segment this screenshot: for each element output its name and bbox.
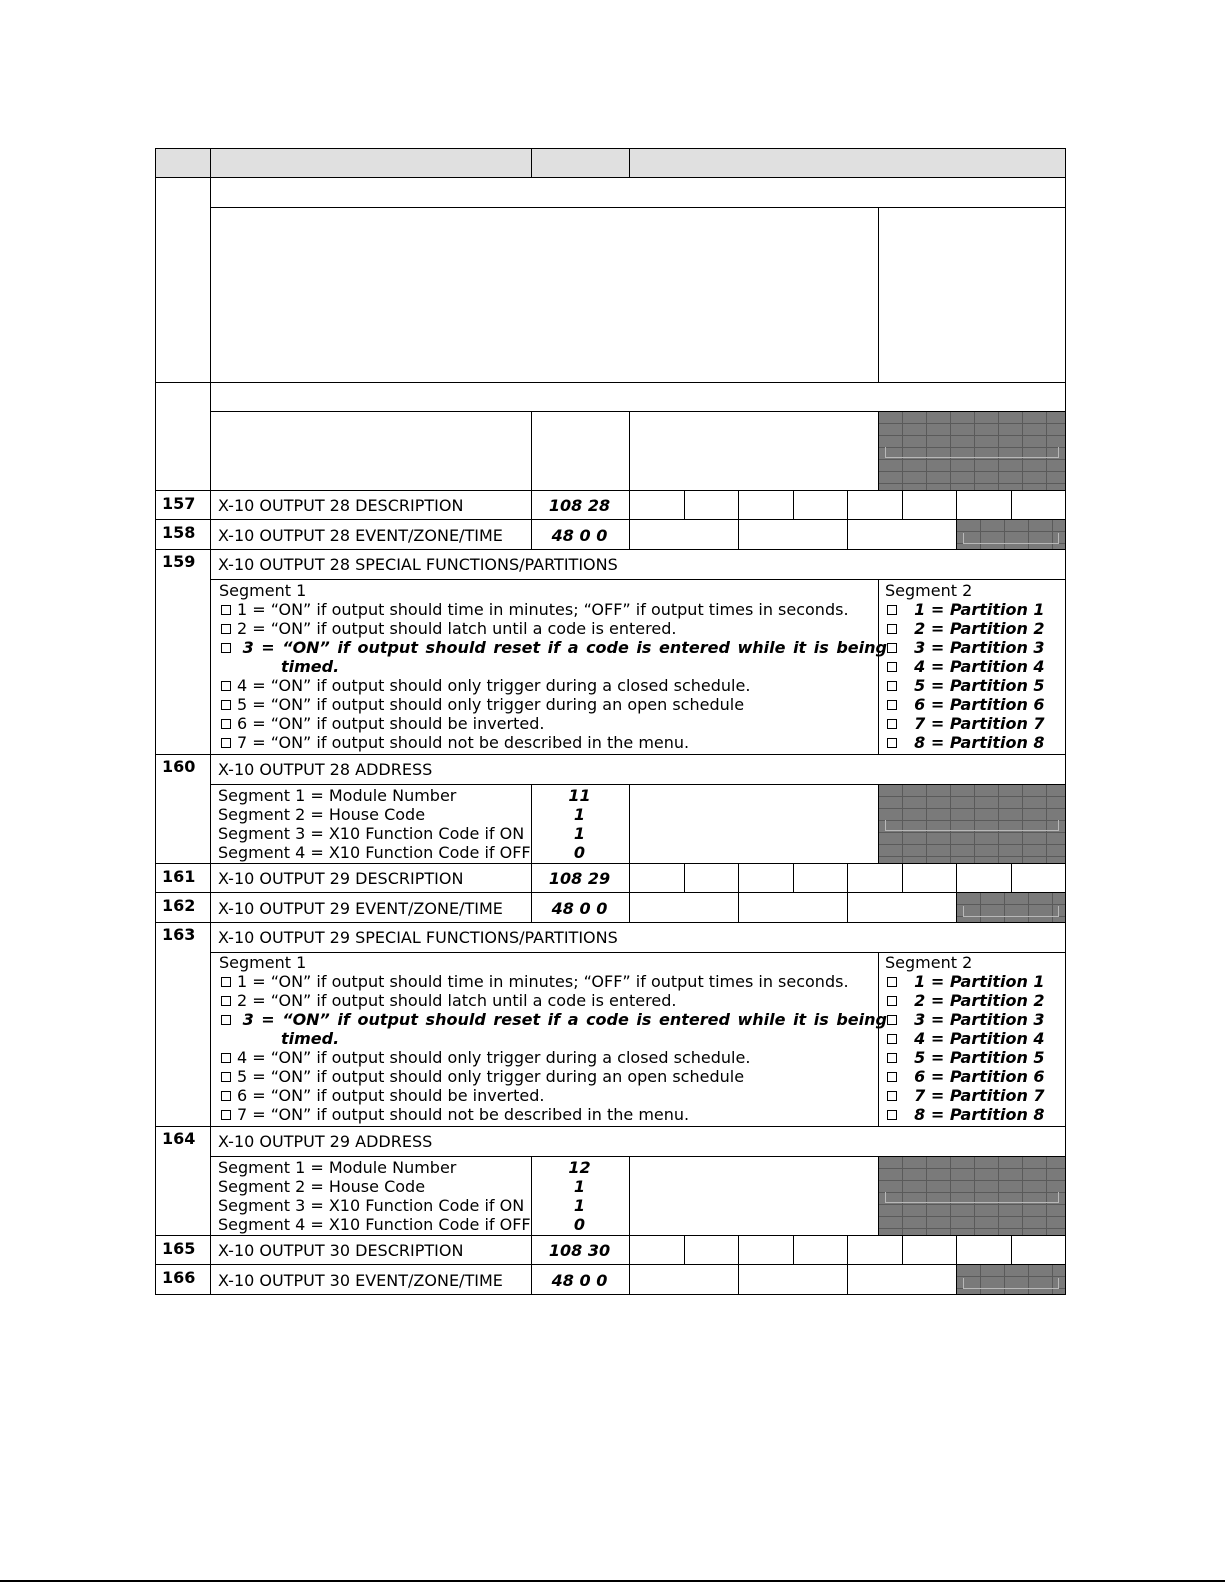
row-title: X-10 OUTPUT 28 SPECIAL FUNCTIONS/PARTITIONS	[218, 555, 618, 574]
address-labels	[218, 1158, 531, 1234]
shaded-cell	[956, 1264, 1066, 1295]
option-row: 5 = “ON” if output should only trigger during an open schedule	[219, 695, 887, 714]
entry-box[interactable]	[684, 490, 739, 520]
time-entry-box[interactable]	[847, 1264, 957, 1295]
checkbox[interactable]	[221, 624, 231, 634]
location-number: 164	[162, 1129, 196, 1148]
header-cell-entry	[629, 148, 1066, 178]
shaded-cell	[878, 411, 1066, 491]
partition-row: 1 = Partition 1	[885, 600, 1045, 619]
entry-box[interactable]	[738, 1235, 794, 1265]
segment1-heading: Segment 1	[219, 953, 307, 972]
checkbox[interactable]	[887, 1072, 897, 1082]
address-value: 1	[573, 1177, 586, 1196]
event-entry-box[interactable]	[629, 519, 739, 550]
segment2-options	[885, 581, 1045, 752]
entry-box[interactable]	[793, 490, 848, 520]
checkbox[interactable]	[887, 681, 897, 691]
blank-title-cell	[210, 382, 1066, 412]
address-value: 1	[573, 805, 586, 824]
row-title: X-10 OUTPUT 29 DESCRIPTION	[218, 869, 464, 888]
zone-entry-box[interactable]	[738, 1264, 848, 1295]
address-value: 0	[573, 843, 586, 862]
entry-box[interactable]	[847, 863, 903, 893]
checkbox[interactable]	[221, 605, 231, 615]
blank-title-cell	[210, 177, 1066, 208]
entry-box[interactable]	[793, 863, 848, 893]
address-label: Segment 3 = X10 Function Code if ON	[218, 824, 525, 843]
entry-box[interactable]	[847, 490, 903, 520]
checkbox[interactable]	[221, 1091, 231, 1101]
partition-row: 4 = Partition 4	[885, 657, 1045, 676]
option-row: 5 = “ON” if output should only trigger during an open schedule	[219, 1067, 887, 1086]
entry-box[interactable]	[738, 863, 794, 893]
shaded-cell	[956, 519, 1066, 550]
checkbox[interactable]	[887, 605, 897, 615]
segment2-heading: Segment 2	[885, 581, 973, 600]
address-values	[531, 1158, 628, 1234]
partition-row: 3 = Partition 3	[885, 1010, 1045, 1029]
time-entry-box[interactable]	[847, 519, 957, 550]
row-title: X-10 OUTPUT 28 DESCRIPTION	[218, 496, 464, 515]
checkbox[interactable]	[221, 977, 231, 987]
zone-entry-box[interactable]	[738, 519, 848, 550]
checkbox[interactable]	[887, 1091, 897, 1101]
partition-row: 8 = Partition 8	[885, 1105, 1045, 1124]
location-number: 162	[162, 896, 196, 915]
loc-cell	[155, 549, 211, 755]
option-row: 1 = “ON” if output should time in minutes; “OFF” if output times in seconds.	[219, 600, 887, 619]
address-label: Segment 1 = Module Number	[218, 786, 457, 805]
partition-row: 6 = Partition 6	[885, 1067, 1045, 1086]
checkbox[interactable]	[887, 738, 897, 748]
entry-box[interactable]	[738, 490, 794, 520]
segment1-heading: Segment 1	[219, 581, 307, 600]
time-entry-box[interactable]	[847, 892, 957, 923]
address-entry-cell[interactable]	[629, 784, 879, 864]
entry-box[interactable]	[1011, 490, 1066, 520]
segment2-heading: Segment 2	[885, 953, 973, 972]
location-number: 166	[162, 1268, 196, 1287]
address-label: Segment 2 = House Code	[218, 805, 426, 824]
checkbox[interactable]	[221, 1110, 231, 1120]
partition-row: 3 = Partition 3	[885, 638, 1045, 657]
location-number: 165	[162, 1239, 196, 1258]
location-number: 159	[162, 552, 196, 571]
partition-row: 7 = Partition 7	[885, 1086, 1045, 1105]
blank-address-values	[531, 411, 630, 491]
address-value: 0	[573, 1215, 586, 1234]
default-value: 108 30	[548, 1241, 611, 1260]
row-title: X-10 OUTPUT 29 SPECIAL FUNCTIONS/PARTITIONS	[218, 928, 618, 947]
option-row: 4 = “ON” if output should only trigger during a closed schedule.	[219, 1048, 887, 1067]
location-number: 160	[162, 757, 196, 776]
entry-box[interactable]	[1011, 863, 1066, 893]
row-title: X-10 OUTPUT 30 DESCRIPTION	[218, 1241, 464, 1260]
zone-entry-box[interactable]	[738, 892, 848, 923]
entry-box[interactable]	[902, 490, 957, 520]
option-row: 7 = “ON” if output should not be described in the menu.	[219, 733, 887, 752]
checkbox[interactable]	[221, 996, 231, 1006]
address-label: Segment 2 = House Code	[218, 1177, 426, 1196]
checkbox[interactable]	[221, 1072, 231, 1082]
shaded-cell	[956, 892, 1066, 923]
blank-address-entry	[629, 411, 879, 491]
address-label: Segment 4 = X10 Function Code if OFF	[218, 843, 531, 862]
option-row: 3 = “ON” if output should reset if a code is entered while it is being	[219, 638, 887, 657]
default-value: 108 28	[548, 496, 611, 515]
option-row: 1 = “ON” if output should time in minutes; “OFF” if output times in seconds.	[219, 972, 887, 991]
blank-segment1-cell	[210, 207, 879, 383]
entry-box[interactable]	[1011, 1235, 1066, 1265]
entry-box[interactable]	[793, 1235, 848, 1265]
row-title: X-10 OUTPUT 28 ADDRESS	[218, 760, 433, 779]
partition-row: 4 = Partition 4	[885, 1029, 1045, 1048]
blank-loc-cell	[155, 177, 211, 383]
checkbox[interactable]	[887, 662, 897, 672]
option-row: 2 = “ON” if output should latch until a code is entered.	[219, 991, 887, 1010]
checkbox[interactable]	[887, 1034, 897, 1044]
address-labels	[218, 786, 531, 862]
checkbox[interactable]	[221, 719, 231, 729]
loc-cell	[155, 922, 211, 1127]
shaded-cell	[878, 1156, 1066, 1236]
default-value: 48 0 0	[551, 526, 608, 545]
blank-segment2-cell	[878, 207, 1066, 383]
entry-box[interactable]	[684, 863, 739, 893]
entry-box[interactable]	[629, 490, 685, 520]
default-value: 48 0 0	[551, 1271, 608, 1290]
segment2-options	[885, 953, 1045, 1124]
blank-loc-cell	[155, 382, 211, 491]
address-label: Segment 4 = X10 Function Code if OFF	[218, 1215, 531, 1234]
option-continuation: timed.	[281, 1029, 340, 1048]
option-row: 6 = “ON” if output should be inverted.	[219, 714, 887, 733]
entry-box[interactable]	[956, 1235, 1012, 1265]
blank-address-labels	[210, 411, 532, 491]
row-title: X-10 OUTPUT 28 EVENT/ZONE/TIME	[218, 526, 503, 545]
option-row: 4 = “ON” if output should only trigger during a closed schedule.	[219, 676, 887, 695]
address-value: 11	[568, 786, 591, 805]
checkbox[interactable]	[887, 977, 897, 987]
partition-row: 6 = Partition 6	[885, 695, 1045, 714]
header-cell-loc	[155, 148, 211, 178]
entry-box[interactable]	[684, 1235, 739, 1265]
header-cell-default	[531, 148, 630, 178]
entry-box[interactable]	[902, 1235, 957, 1265]
location-number: 163	[162, 925, 196, 944]
address-values	[531, 786, 628, 862]
checkbox[interactable]	[887, 996, 897, 1006]
partition-row: 2 = Partition 2	[885, 619, 1045, 638]
entry-box[interactable]	[956, 490, 1012, 520]
shaded-cell	[878, 784, 1066, 864]
entry-box[interactable]	[629, 1235, 685, 1265]
segment1-options	[219, 953, 887, 1124]
option-row: 6 = “ON” if output should be inverted.	[219, 1086, 887, 1105]
event-entry-box[interactable]	[629, 1264, 739, 1295]
row-title: X-10 OUTPUT 29 ADDRESS	[218, 1132, 433, 1151]
checkbox[interactable]	[221, 643, 231, 653]
checkbox[interactable]	[221, 738, 231, 748]
location-number: 161	[162, 867, 196, 886]
address-entry-cell[interactable]	[629, 1156, 879, 1236]
partition-row: 7 = Partition 7	[885, 714, 1045, 733]
option-row: 3 = “ON” if output should reset if a code is entered while it is being	[219, 1010, 887, 1029]
partition-row: 5 = Partition 5	[885, 1048, 1045, 1067]
page-bottom-rule	[0, 1580, 1225, 1582]
location-number: 157	[162, 494, 196, 513]
partition-row: 2 = Partition 2	[885, 991, 1045, 1010]
default-value: 108 29	[548, 869, 611, 888]
checkbox[interactable]	[887, 1110, 897, 1120]
option-row: 7 = “ON” if output should not be described in the menu.	[219, 1105, 887, 1124]
checkbox[interactable]	[887, 719, 897, 729]
address-label: Segment 1 = Module Number	[218, 1158, 457, 1177]
address-value: 1	[573, 824, 586, 843]
header-cell-title	[210, 148, 532, 178]
checkbox[interactable]	[887, 643, 897, 653]
checkbox[interactable]	[887, 1015, 897, 1025]
address-label: Segment 3 = X10 Function Code if ON	[218, 1196, 525, 1215]
option-row: 2 = “ON” if output should latch until a code is entered.	[219, 619, 887, 638]
checkbox[interactable]	[221, 700, 231, 710]
partition-row: 8 = Partition 8	[885, 733, 1045, 752]
partition-row: 5 = Partition 5	[885, 676, 1045, 695]
entry-box[interactable]	[956, 863, 1012, 893]
entry-box[interactable]	[629, 863, 685, 893]
event-entry-box[interactable]	[629, 892, 739, 923]
entry-box[interactable]	[902, 863, 957, 893]
checkbox[interactable]	[221, 1015, 231, 1025]
location-number: 158	[162, 523, 196, 542]
row-title: X-10 OUTPUT 30 EVENT/ZONE/TIME	[218, 1271, 503, 1290]
default-value: 48 0 0	[551, 899, 608, 918]
row-title: X-10 OUTPUT 29 EVENT/ZONE/TIME	[218, 899, 503, 918]
partition-row: 1 = Partition 1	[885, 972, 1045, 991]
checkbox[interactable]	[887, 700, 897, 710]
address-value: 12	[568, 1158, 591, 1177]
option-continuation: timed.	[281, 657, 340, 676]
address-value: 1	[573, 1196, 586, 1215]
checkbox[interactable]	[221, 1053, 231, 1063]
checkbox[interactable]	[221, 681, 231, 691]
checkbox[interactable]	[887, 624, 897, 634]
checkbox[interactable]	[887, 1053, 897, 1063]
entry-box[interactable]	[847, 1235, 903, 1265]
segment1-options	[219, 581, 887, 752]
